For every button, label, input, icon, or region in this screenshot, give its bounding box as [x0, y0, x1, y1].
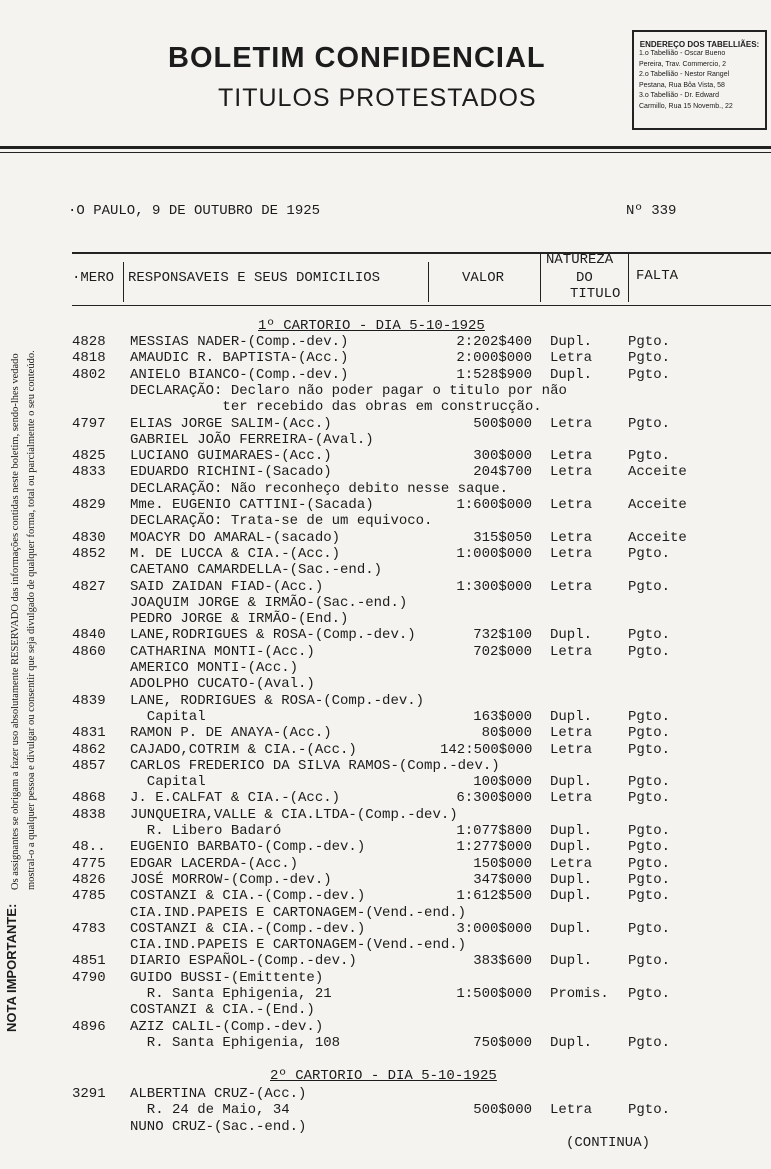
entry-falta: Pgto. — [628, 953, 671, 970]
entry-responsible: MOACYR DO AMARAL-(sacado) — [130, 529, 341, 546]
entry-falta: Acceite — [628, 497, 687, 513]
side-notice-line-1: Os assignantes se obrigam a fazer uso absolutamente RESERVADO das informações contidas neste boletim, sendo-lhes vedado — [10, 353, 21, 890]
entry-value: 1:612$500 — [456, 888, 532, 905]
entry-responsible: CARLOS FREDERICO DA SILVA RAMOS-(Comp.-dev.) — [130, 757, 500, 774]
entry-falta: Acceite — [628, 464, 687, 481]
col-header-natureza: TITULO — [570, 286, 621, 302]
entry-number: 4833 — [72, 464, 106, 481]
entry-value: 2:000$000 — [456, 350, 532, 367]
entry-falta: Pgto. — [628, 448, 671, 465]
entry-responsible: AMERICO MONTI-(Acc.) — [130, 660, 299, 676]
entry-responsible: ALBERTINA CRUZ-(Acc.) — [130, 1086, 307, 1102]
entry-number: 4868 — [72, 790, 106, 807]
entry-value: 150$000 — [473, 855, 532, 872]
entry-responsible: Capital — [130, 774, 206, 791]
entry-nature: Letra — [550, 790, 593, 807]
entry-value: 142:500$000 — [440, 741, 533, 758]
entry-number: 48.. — [72, 839, 106, 856]
entry-value: 347$000 — [473, 871, 532, 888]
col-header-numero: ·MERO — [72, 270, 115, 286]
entry-responsible: JOAQUIM JORGE & IRMÃO-(Sac.-end.) — [130, 594, 408, 611]
entry-responsible: COSTANZI & CIA.-(Comp.-dev.) — [130, 920, 366, 937]
entry-responsible: ADOLPHO CUCATO-(Aval.) — [130, 676, 315, 693]
entry-nature: Letra — [550, 529, 593, 546]
table-header-top-rule — [72, 252, 771, 254]
entry-responsible: COSTANZI & CIA.-(Comp.-dev.) — [130, 888, 366, 905]
entry-nature: Letra — [550, 578, 593, 595]
entry-number: 4785 — [72, 888, 106, 905]
entry-responsible: R. Santa Ephigenia, 108 — [130, 1034, 341, 1051]
col-divider — [428, 262, 429, 302]
entry-falta: Pgto. — [628, 708, 671, 725]
entry-number: 4818 — [72, 350, 106, 367]
entry-responsible: EUGENIO BARBATO-(Comp.-dev.) — [130, 839, 366, 856]
entry-responsible: ANIELO BIANCO-(Comp.-dev.) — [130, 366, 349, 383]
entry-nature: Dupl. — [550, 366, 593, 383]
entry-responsible: DECLARAÇÃO: Trata-se de um equivoco. — [130, 513, 433, 530]
entry-value: 1:300$000 — [456, 578, 532, 595]
entry-responsible: CIA.IND.PAPEIS E CARTONAGEM-(Vend.-end.) — [130, 904, 467, 921]
entry-falta: Pgto. — [628, 578, 671, 595]
entry-responsible: ter recebido das obras em construcção. — [130, 399, 542, 416]
col-divider — [628, 252, 629, 302]
entry-nature: Letra — [550, 545, 593, 562]
entry-nature: Letra — [550, 741, 593, 758]
entry-falta: Pgto. — [628, 774, 671, 791]
entry-nature: Dupl. — [550, 708, 593, 725]
entry-value: 500$000 — [473, 415, 532, 432]
entry-falta: Pgto. — [628, 725, 671, 742]
entry-value: 80$000 — [481, 725, 532, 742]
entry-number: 4828 — [72, 334, 106, 350]
entry-nature: Letra — [550, 497, 593, 513]
col-divider — [123, 262, 124, 302]
col-header-responsaveis: RESPONSAVEIS E SEUS DOMICILIOS — [128, 270, 381, 286]
entry-value: 1:077$800 — [456, 823, 532, 839]
entry-responsible: CAJADO,COTRIM & CIA.-(Acc.) — [130, 741, 357, 758]
entry-responsible: SAID ZAIDAN FIAD-(Acc.) — [130, 578, 324, 595]
entry-number: 4797 — [72, 415, 106, 432]
entry-number: 4825 — [72, 448, 106, 465]
entry-number: 4775 — [72, 855, 106, 872]
entry-responsible: J. E.CALFAT & CIA.-(Acc.) — [130, 790, 341, 807]
section-2-heading: 2º CARTORIO - DIA 5-10-1925 — [270, 1068, 497, 1084]
entry-nature: Dupl. — [550, 871, 593, 888]
table-header-bottom-rule — [72, 305, 771, 306]
entry-number: 4860 — [72, 643, 106, 660]
entry-responsible: GUIDO BUSSI-(Emittente) — [130, 969, 324, 986]
entry-value: 3:000$000 — [456, 920, 532, 937]
entry-falta: Pgto. — [628, 627, 671, 644]
header-rule-thin — [0, 152, 771, 153]
entry-falta: Pgto. — [628, 1034, 671, 1051]
entry-value: 732$100 — [473, 627, 532, 644]
entry-nature: Letra — [550, 448, 593, 465]
important-note-label: NOTA IMPORTANTE: — [4, 903, 19, 1032]
entry-responsible: PEDRO JORGE & IRMÃO-(End.) — [130, 611, 349, 628]
header-rule-thick — [0, 146, 771, 149]
entry-value: 750$000 — [473, 1034, 532, 1051]
entry-falta: Acceite — [628, 529, 687, 546]
entry-falta: Pgto. — [628, 334, 671, 350]
entry-nature: Dupl. — [550, 839, 593, 856]
entry-responsible: LANE, RODRIGUES & ROSA-(Comp.-dev.) — [130, 692, 425, 709]
section-1-heading: 1º CARTORIO - DIA 5-10-1925 — [258, 318, 485, 334]
entry-responsible: MESSIAS NADER-(Comp.-dev.) — [130, 334, 349, 350]
entry-number: 4896 — [72, 1018, 106, 1035]
entry-nature: Dupl. — [550, 823, 593, 839]
entry-nature: Promis. — [550, 986, 609, 1002]
entry-responsible: JUNQUEIRA,VALLE & CIA.LTDA-(Comp.-dev.) — [130, 806, 458, 823]
entry-number: 4827 — [72, 578, 106, 595]
entry-number: 4802 — [72, 366, 106, 383]
entry-number: 4852 — [72, 545, 106, 562]
entry-number: 4790 — [72, 969, 106, 986]
entry-responsible: JOSÉ MORROW-(Comp.-dev.) — [130, 871, 332, 888]
entry-value: 204$700 — [473, 464, 532, 481]
side-notice-line-2: mostral-o a qualquer pessoa e divulgar ou consentir que seja divulgado de qualquer forma, total ou parcialmente o seu conteúdo. — [26, 350, 37, 890]
entry-number: 4831 — [72, 725, 106, 742]
entry-value: 100$000 — [473, 774, 532, 791]
entry-falta: Pgto. — [628, 871, 671, 888]
entry-nature: Dupl. — [550, 888, 593, 905]
entry-number: 4851 — [72, 953, 106, 970]
entry-number: 4839 — [72, 692, 106, 709]
entry-falta: Pgto. — [628, 920, 671, 937]
entry-responsible: RAMON P. DE ANAYA-(Acc.) — [130, 725, 332, 742]
dateline: ·O PAULO, 9 DE OUTUBRO DE 1925 — [68, 203, 321, 219]
address-line: Carmillo, Rua 15 Novemb., 22 — [639, 102, 733, 110]
entry-value: 500$000 — [473, 1102, 532, 1119]
entry-responsible: M. DE LUCCA & CIA.-(Acc.) — [130, 545, 341, 562]
entry-responsible: DECLARAÇÃO: Não reconheço debito nesse saque. — [130, 480, 509, 497]
entry-nature: Letra — [550, 350, 593, 367]
entry-value: 702$000 — [473, 643, 532, 660]
entry-responsible: NUNO CRUZ-(Sac.-end.) — [130, 1118, 307, 1135]
entry-number: 4862 — [72, 741, 106, 758]
entry-responsible: AMAUDIC R. BAPTISTA-(Acc.) — [130, 350, 349, 367]
entry-falta: Pgto. — [628, 855, 671, 872]
entry-responsible: DIARIO ESPAÑOL-(Comp.-dev.) — [130, 953, 357, 970]
address-line: Pestana, Rua Bôa Vista, 58 — [639, 81, 725, 89]
entry-responsible: AZIZ CALIL-(Comp.-dev.) — [130, 1018, 324, 1035]
col-divider — [540, 252, 541, 302]
entry-responsible: Capital — [130, 708, 206, 725]
entry-responsible: EDGAR LACERDA-(Acc.) — [130, 855, 299, 872]
entry-value: 315$050 — [473, 529, 532, 546]
address-box — [632, 30, 767, 130]
col-header-natureza: NATUREZA — [546, 252, 614, 268]
entry-nature: Letra — [550, 415, 593, 432]
entry-value: 1:277$000 — [456, 839, 532, 856]
entry-nature: Dupl. — [550, 1034, 593, 1051]
entry-falta: Pgto. — [628, 790, 671, 807]
continua-label: (CONTINUA) — [566, 1135, 651, 1151]
entry-falta: Pgto. — [628, 643, 671, 660]
entry-falta: Pgto. — [628, 823, 671, 839]
entry-number: 4826 — [72, 871, 106, 888]
entry-responsible: COSTANZI & CIA.-(End.) — [130, 1002, 315, 1019]
entry-number: 4830 — [72, 529, 106, 546]
entry-value: 1:600$000 — [456, 497, 532, 513]
entry-falta: Pgto. — [628, 366, 671, 383]
entry-value: 6:300$000 — [456, 790, 532, 807]
entry-nature: Dupl. — [550, 774, 593, 791]
entry-responsible: GABRIEL JOÃO FERREIRA-(Aval.) — [130, 431, 374, 448]
entry-falta: Pgto. — [628, 545, 671, 562]
entry-value: 163$000 — [473, 708, 532, 725]
entry-falta: Pgto. — [628, 1102, 671, 1119]
entry-number: 4783 — [72, 920, 106, 937]
entry-nature: Dupl. — [550, 627, 593, 644]
entry-value: 1:528$900 — [456, 366, 532, 383]
address-line: 3.o Tabellião - Dr. Edward — [639, 92, 720, 99]
entry-responsible: CATHARINA MONTI-(Acc.) — [130, 643, 315, 660]
entry-nature: Dupl. — [550, 334, 593, 350]
entry-number: 4829 — [72, 497, 106, 513]
bulletin-subtitle: TITULOS PROTESTADOS — [218, 84, 537, 112]
entry-value: 1:000$000 — [456, 545, 532, 562]
entry-number: 4840 — [72, 627, 106, 644]
entry-falta: Pgto. — [628, 888, 671, 905]
entry-responsible: R. Libero Badaró — [130, 823, 282, 839]
entry-value: 383$600 — [473, 953, 532, 970]
entry-responsible: Mme. EUGENIO CATTINI-(Sacada) — [130, 497, 374, 513]
entry-nature: Letra — [550, 643, 593, 660]
col-header-natureza: DO — [576, 270, 593, 286]
entry-falta: Pgto. — [628, 415, 671, 432]
entry-responsible: R. 24 de Maio, 34 — [130, 1102, 290, 1119]
entry-falta: Pgto. — [628, 350, 671, 367]
entry-responsible: CIA.IND.PAPEIS E CARTONAGEM-(Vend.-end.) — [130, 937, 467, 954]
entry-nature: Letra — [550, 855, 593, 872]
entry-falta: Pgto. — [628, 839, 671, 856]
entry-responsible: R. Santa Ephigenia, 21 — [130, 986, 332, 1002]
entry-nature: Letra — [550, 1102, 593, 1119]
entry-value: 300$000 — [473, 448, 532, 465]
entry-responsible: ELIAS JORGE SALIM-(Acc.) — [130, 415, 332, 432]
entry-responsible: LUCIANO GUIMARAES-(Acc.) — [130, 448, 332, 465]
entry-value: 2:202$400 — [456, 334, 532, 350]
issue-number: Nº 339 — [626, 203, 677, 219]
entry-nature: Dupl. — [550, 920, 593, 937]
entry-responsible: LANE,RODRIGUES & ROSA-(Comp.-dev.) — [130, 627, 416, 644]
entry-number: 4838 — [72, 806, 106, 823]
address-line: 2.o Tabellião - Nestor Rangel — [639, 71, 730, 78]
col-header-falta: FALTA — [636, 268, 679, 284]
entry-nature: Dupl. — [550, 953, 593, 970]
entry-value: 1:500$000 — [456, 986, 532, 1002]
address-box-heading: ENDEREÇO DOS TABELLIÃES: — [639, 40, 760, 49]
address-line: 1.o Tabellião - Oscar Bueno — [639, 50, 726, 57]
entry-responsible: EDUARDO RICHINI-(Sacado) — [130, 464, 332, 481]
entry-nature: Letra — [550, 725, 593, 742]
entry-responsible: DECLARAÇÃO: Declaro não poder pagar o titulo por não — [130, 382, 567, 399]
address-line: Pereira, Trav. Commercio, 2 — [639, 60, 727, 68]
bulletin-title: BOLETIM CONFIDENCIAL — [168, 42, 546, 74]
col-header-valor: VALOR — [462, 270, 505, 286]
entry-falta: Pgto. — [628, 986, 671, 1002]
entry-responsible: CAETANO CAMARDELLA-(Sac.-end.) — [130, 562, 383, 579]
entry-number: 3291 — [72, 1086, 106, 1102]
entry-nature: Letra — [550, 464, 593, 481]
entry-number: 4857 — [72, 757, 106, 774]
entry-falta: Pgto. — [628, 741, 671, 758]
